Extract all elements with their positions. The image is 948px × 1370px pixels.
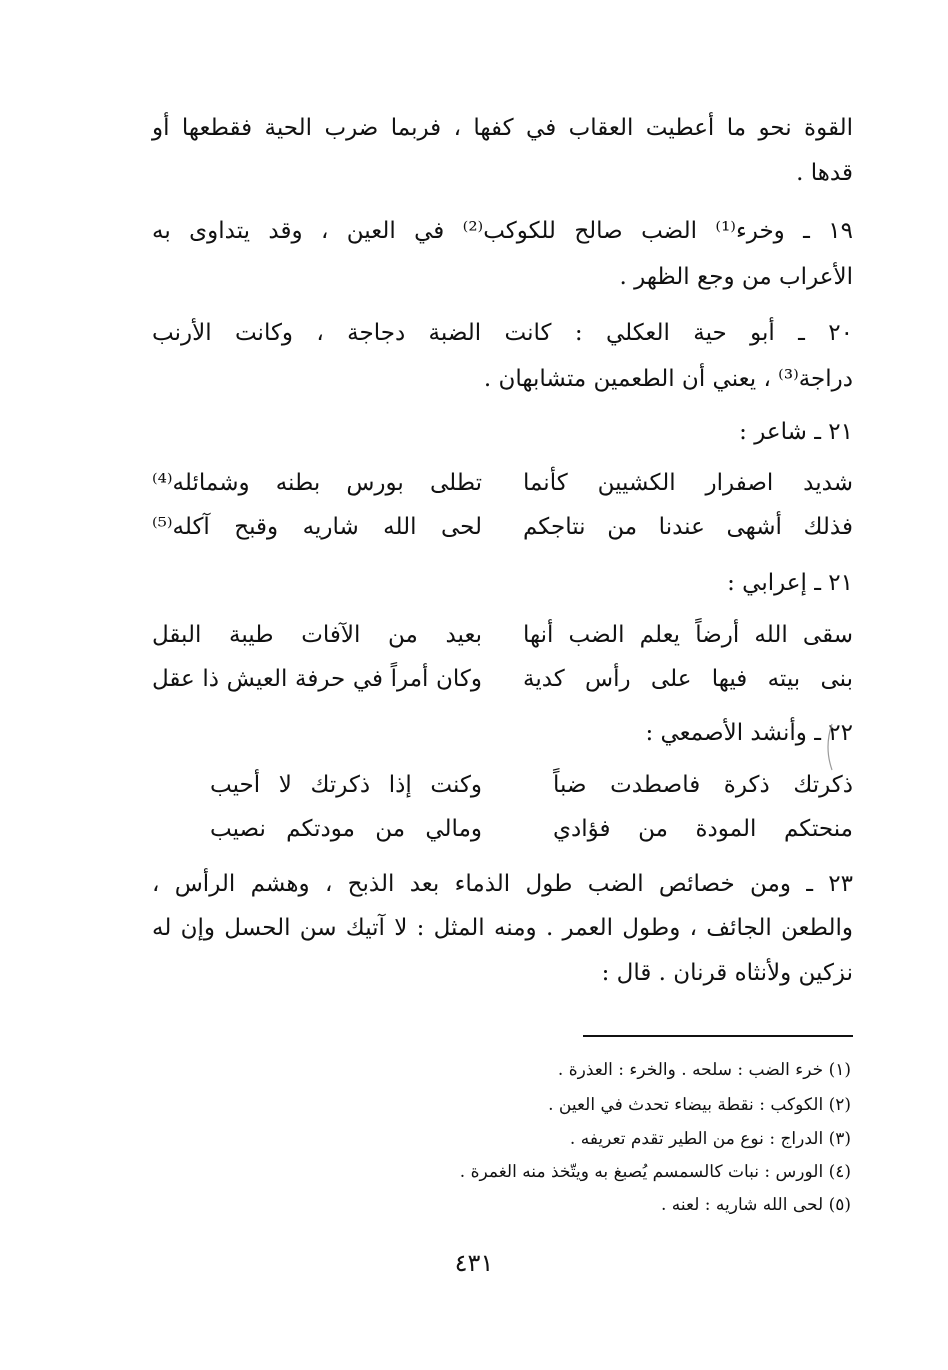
paragraph-line: والطعن الجائف ، وطول العمر . ومنه المثل : لا آتيك سن الحسل وإن له bbox=[152, 915, 853, 941]
poem-verse bbox=[152, 468, 853, 498]
verse-second-hemistich: تطلى بورس بطنه وشمائله⁽⁴⁾ bbox=[152, 470, 482, 496]
section-heading: ٢١ ـ شاعر : bbox=[739, 419, 853, 445]
paragraph-line: ١٩ ـ وخرء⁽¹⁾ الضب صالح للكوكب⁽²⁾ في العين ، وقد يتداوى به bbox=[152, 218, 853, 244]
paragraph-line: الأعراب من وجع الظهر . bbox=[619, 264, 853, 290]
footnote: (١) خرء الضب : سلحه . والخرء : العذرة . bbox=[557, 1060, 851, 1080]
verse-second-hemistich: بعيد من الآفات طيبة البقل bbox=[152, 622, 482, 648]
footnote: (٢) الكوكب : نقطة بيضاء تحدث في العين . bbox=[548, 1095, 851, 1115]
margin-bracket-icon bbox=[822, 722, 836, 772]
paragraph-line: ٢٣ ـ ومن خصائص الضب طول الذماء بعد الذبح ، وهشم الرأس ، bbox=[152, 871, 853, 897]
verse-first-hemistich: منحتكم المودة من فؤادي bbox=[553, 816, 853, 842]
verse-first-hemistich: فذلك أشهى عندنا من نتاجكم bbox=[523, 514, 853, 540]
paragraph-line: دراجة⁽³⁾ ، يعني أن الطعمين متشابهان . bbox=[483, 366, 853, 392]
paragraph-line: قدها . bbox=[796, 160, 853, 186]
verse-first-hemistich: بنى بيته فيها على رأس كدية bbox=[523, 666, 853, 692]
verse-first-hemistich: ذكرتك ذكرة فاصطدت ضباً bbox=[553, 772, 853, 798]
poem-verse bbox=[152, 664, 853, 694]
poem-verse bbox=[152, 512, 853, 542]
verse-first-hemistich: سقى الله أرضاً يعلم الضب أنها bbox=[523, 622, 853, 648]
paragraph-line: ٢٠ ـ أبو حية العكلي : كانت الضبة دجاجة ، وكانت الأرنب bbox=[152, 320, 853, 346]
paragraph-line: القوة نحو ما أعطيت العقاب في كفها ، فربما ضرب الحية فقطعها أو bbox=[152, 115, 853, 141]
poem-verse bbox=[152, 814, 853, 844]
footnote-separator bbox=[583, 1035, 853, 1037]
verse-first-hemistich: شديد اصفرار الكشيين كأنما bbox=[523, 470, 853, 496]
verse-second-hemistich: ومالي من مودتكم نصيب bbox=[210, 816, 482, 842]
footnote: (٣) الدراج : نوع من الطير تقدم تعريفه . bbox=[569, 1129, 851, 1149]
paragraph-line: نزكين ولأنثاه قرنان . قال : bbox=[601, 960, 853, 986]
footnote: (٤) الورس : نبات كالسمسم يُصبغ به ويتّخذ منه الغمرة . bbox=[459, 1162, 851, 1182]
poem-verse bbox=[152, 620, 853, 650]
section-heading: ٢١ ـ إعرابي : bbox=[727, 570, 853, 596]
section-heading: ٢٢ ـ وأنشد الأصمعي : bbox=[645, 720, 853, 746]
verse-second-hemistich: وكنت إذا ذكرتك لا أحيب bbox=[210, 772, 482, 798]
poem-verse bbox=[152, 770, 853, 800]
verse-second-hemistich: وكان أمراً في حرفة العيش ذا عقل bbox=[152, 666, 482, 692]
verse-second-hemistich: لحى الله شاريه وقبح آكله⁽⁵⁾ bbox=[152, 514, 482, 540]
page-number: ٤٣١ bbox=[454, 1249, 494, 1277]
footnote: (٥) لحى الله شاريه : لعنه . bbox=[660, 1195, 851, 1215]
